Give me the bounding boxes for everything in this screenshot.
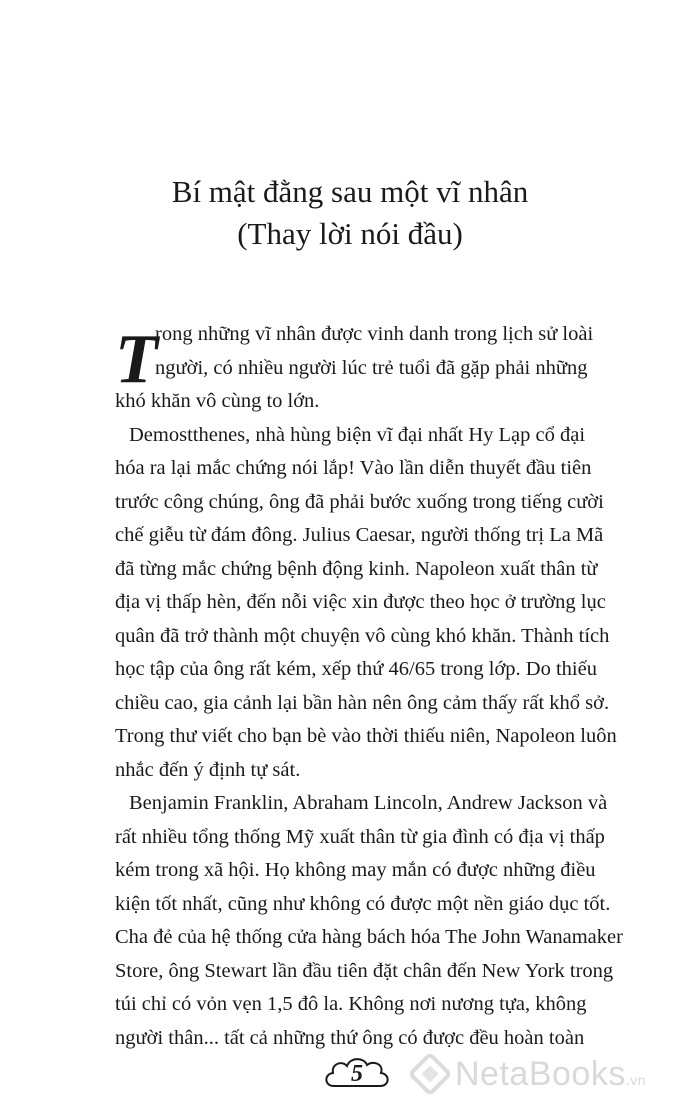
text-line: chiều cao, gia cảnh lại bần hàn nên ông cảm thấy rất khổ sở. (115, 691, 610, 714)
drop-cap: T (115, 321, 158, 398)
text-line: kiện tốt nhất, cũng như không có được một nền giáo dục tốt. (115, 892, 611, 915)
text-line: khó khăn vô cùng to lớn. (115, 390, 320, 412)
watermark (455, 1055, 646, 1094)
text-line: đã từng mắc chứng bệnh động kinh. Napoleon xuất thân từ (115, 557, 598, 580)
page-number: 5 (351, 1061, 363, 1087)
body-text (115, 318, 627, 1055)
page-subtitle: (Thay lời nói đầu) (237, 216, 463, 251)
text-line: túi chỉ có vỏn vẹn 1,5 đô la. Không nơi nương tựa, không (115, 993, 587, 1015)
paragraph-1 (115, 318, 627, 419)
text-line: nhắc đến ý định tự sát. (115, 758, 301, 781)
text-line: Store, ông Stewart lần đầu tiên đặt chân đến New York trong (115, 959, 614, 982)
page-title: Bí mật đằng sau một vĩ nhân (171, 174, 529, 209)
watermark-suffix: .vn (625, 1072, 647, 1088)
text-line: trước công chúng, ông đã phải bước xuống trong tiếng cười (115, 490, 604, 513)
text-line: địa vị thấp hèn, đến nỗi việc xin được theo học ở trường lục (115, 591, 606, 613)
text-line: học tập của ông rất kém, xếp thứ 46/65 trong lớp. Do thiếu (115, 658, 597, 680)
text-line: Trong thư viết cho bạn bè vào thời thiếu niên, Napoleon luôn (115, 725, 617, 747)
netabooks-logo-icon (408, 1052, 452, 1096)
text-line: kém trong xã hội. Họ không may mắn có được những điều (115, 859, 596, 881)
text-line: Benjamin Franklin, Abraham Lincoln, Andrew Jackson và (129, 792, 608, 814)
text-line: hóa ra lại mắc chứng nói lắp! Vào lần diễn thuyết đầu tiên (115, 457, 592, 479)
text-line: quân đã trở thành một chuyện vô cùng khó khăn. Thành tích (115, 624, 610, 647)
paragraph-3 (115, 787, 627, 1055)
watermark-brand: NetaBooks (455, 1055, 626, 1093)
text-line: rong những vĩ nhân được vinh danh trong lịch sử loài (155, 323, 594, 345)
text-line: rất nhiều tổng thống Mỹ xuất thân từ gia đình có địa vị thấp (115, 825, 605, 848)
text-line: Demostthenes, nhà hùng biện vĩ đại nhất Hy Lạp cổ đại (129, 423, 586, 446)
text-line: chế giễu từ đám đông. Julius Caesar, người thống trị La Mã (115, 524, 604, 546)
paragraph-2 (115, 419, 627, 788)
text-line: người, có nhiều người lúc trẻ tuổi đã gặp phải những (155, 356, 588, 379)
text-line: người thân... tất cả những thứ ông có được đều hoàn toàn (115, 1026, 585, 1049)
text-line: Cha đẻ của hệ thống cửa hàng bách hóa The John Wanamaker (115, 926, 623, 948)
